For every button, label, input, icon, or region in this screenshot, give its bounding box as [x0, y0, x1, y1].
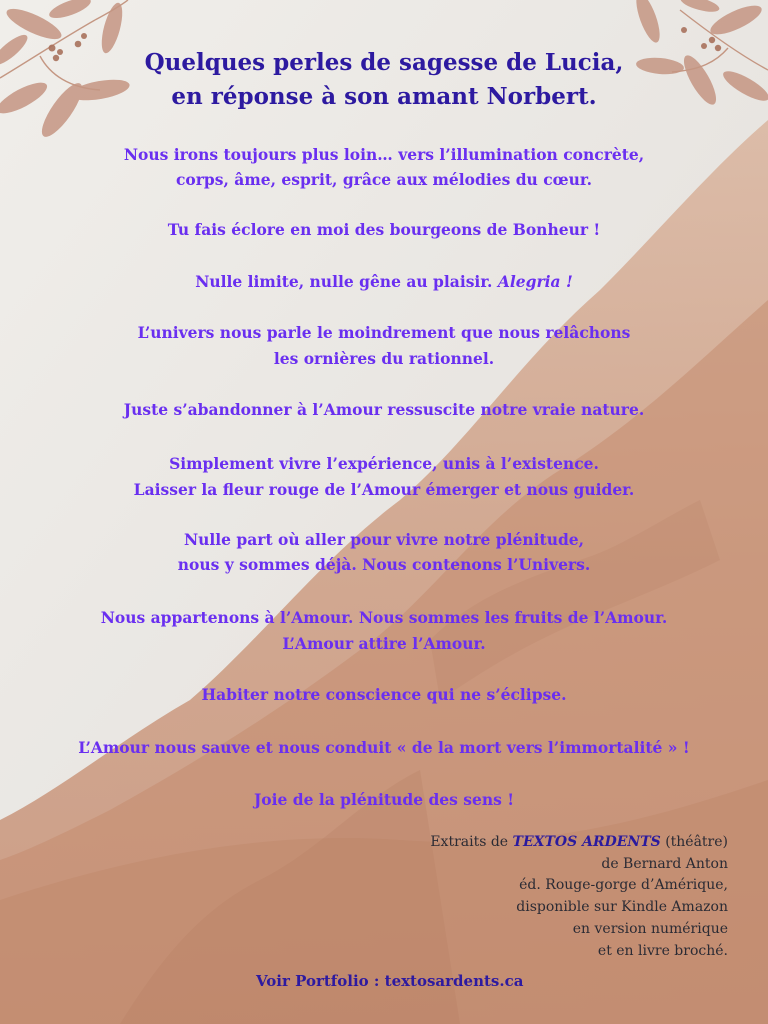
- page-title: [0, 46, 768, 114]
- poem-line: L’Amour nous sauve et nous conduit « de la mort vers l’immortalité » !: [78, 738, 690, 757]
- poem-line: Habiter notre conscience qui ne s’éclipse.: [201, 685, 567, 704]
- poem-line: Nulle part où aller pour vivre notre plénitude,: [183, 530, 585, 549]
- credits-availability: disponible sur Kindle Amazon: [516, 899, 728, 916]
- work-title: TEXTOS ARDENTS: [512, 834, 661, 850]
- credits-format-digital: en version numérique: [572, 920, 728, 937]
- poem-line: les ornières du rationnel.: [273, 349, 495, 368]
- credits-publisher: éd. Rouge-gorge d’Amérique,: [519, 877, 728, 894]
- credits-suffix: (théâtre): [665, 834, 728, 850]
- poem-line-text: Nulle limite, nulle gêne au plaisir.: [195, 272, 493, 291]
- poem-line: Simplement vivre l’expérience, unis à l’existence.: [169, 454, 599, 473]
- poem-line: [0, 272, 768, 291]
- poem-line: Tu fais éclore en moi des bourgeons de Bonheur !: [167, 220, 601, 239]
- poem-line: corps, âme, esprit, grâce aux mélodies du cœur.: [175, 170, 592, 189]
- poem-line: L’Amour attire l’Amour.: [282, 634, 486, 653]
- poem-line: nous y sommes déjà. Nous contenons l’Univers.: [177, 555, 591, 574]
- credits-block: [430, 832, 728, 962]
- poem-line: Laisser la fleur rouge de l’Amour émerger et nous guider.: [133, 480, 635, 499]
- poem-line: Nous appartenons à l’Amour. Nous sommes les fruits de l’Amour.: [100, 608, 668, 627]
- credits-format-print: et en livre broché.: [597, 942, 728, 959]
- poem-line: Nous irons toujours plus loin… vers l’illumination concrète,: [123, 145, 645, 164]
- title-line: en réponse à son amant Norbert.: [171, 83, 597, 110]
- title-line: Quelques perles de sagesse de Lucia,: [144, 49, 624, 76]
- poem-line: Joie de la plénitude des sens !: [253, 790, 515, 809]
- credits-prefix: Extraits de: [430, 834, 509, 850]
- poem-line: L’univers nous parle le moindrement que nous relâchons: [137, 323, 631, 342]
- poem-emphasis: Alegria !: [497, 272, 573, 291]
- poem-line: Juste s’abandonner à l’Amour ressuscite notre vraie nature.: [123, 400, 645, 419]
- credits-line: [430, 832, 728, 854]
- portfolio-link: Voir Portfolio : textosardents.ca: [256, 972, 524, 990]
- credits-author: de Bernard Anton: [601, 855, 728, 872]
